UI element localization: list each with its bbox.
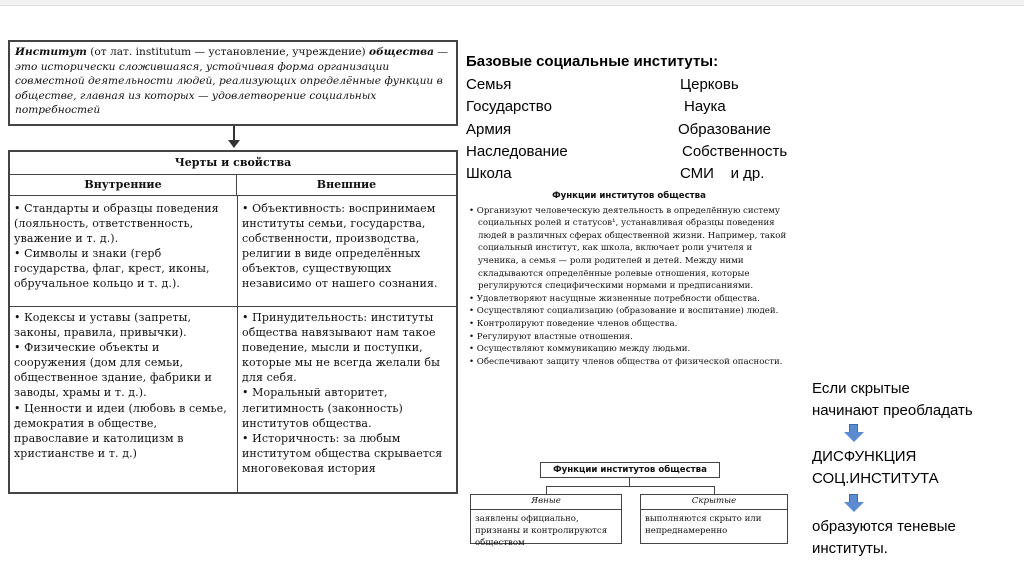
- definition-term-2: общества: [369, 46, 434, 58]
- functions-diagram: [468, 458, 790, 550]
- features-table-title: Черты и свойства: [10, 152, 456, 175]
- col-internal-header: Внутренние: [10, 174, 237, 196]
- list-item: • Кодексы и уставы (запреты, законы, правила, привычки).: [14, 311, 192, 340]
- note-shadow-institutions: [812, 516, 956, 560]
- diagram-line: [546, 486, 547, 494]
- col-external-header: Внешние: [237, 174, 456, 196]
- table-divider-vertical: [237, 196, 238, 492]
- features-table: [8, 150, 458, 494]
- institution-item: Образование: [678, 120, 771, 138]
- institutions-column-a: [466, 74, 568, 185]
- institution-item: Государство: [466, 98, 552, 116]
- hidden-functions-box: [640, 494, 788, 544]
- list-item: • Принудительность: институты общества навязывают нам такое поведение, мысли и поступки, которые мы не всегда желали бы для себя.: [242, 311, 440, 385]
- internal-top-cell: [14, 201, 233, 292]
- external-top-cell: [242, 201, 452, 292]
- definition-body: — это исторически сложившаяся, устойчивая форма организации совместной деятельности людей, реализующих определённые функции в обществе, главная из которых — удовлетворение социальных потребностей: [15, 46, 448, 117]
- table-divider-horizontal: [10, 306, 456, 307]
- hidden-text: выполняются скрыто или непреднамеренно: [645, 514, 762, 536]
- list-item: • Контролируют поведение членов общества.: [469, 318, 678, 329]
- external-bottom-cell: [242, 310, 452, 476]
- list-item: • Осуществляют коммуникацию между людьми.: [469, 344, 691, 355]
- definition-term: Институт: [15, 46, 87, 58]
- note-line: СОЦ.ИНСТИТУТА: [812, 470, 939, 487]
- note-line: образуются теневые: [812, 518, 956, 535]
- institution-item: Школа: [466, 165, 512, 183]
- list-item: • Символы и знаки (герб государства, флаг, крест, иконы, обручальное кольцо и т. д.).: [14, 247, 210, 291]
- institution-item: Наука: [684, 98, 726, 116]
- list-item: • Регулируют властные отношения.: [469, 331, 633, 342]
- note-line: институты.: [812, 540, 888, 557]
- list-item: • Осуществляют социализацию (образование и воспитание) людей.: [469, 306, 779, 317]
- institution-item: Наследование: [466, 142, 568, 160]
- note-line: Если скрытые: [812, 380, 910, 397]
- list-item: • Обеспечивают защиту членов общества от физической опасности.: [469, 356, 783, 367]
- institution-item: СМИ и др.: [680, 165, 765, 183]
- list-item: • Историчность: за любым институтом общества скрывается многовековая история: [242, 431, 443, 475]
- list-item: • Физические объекты и сооружения (дом для семьи, общественное здание, фабрики и заводы, храмы и т. д.).: [14, 341, 212, 400]
- down-arrow-icon: [844, 424, 864, 444]
- explicit-functions-box: [470, 494, 622, 548]
- explicit-text: заявлены официально, признаны и контролируются обществом: [475, 514, 608, 548]
- internal-bottom-cell: [14, 310, 233, 461]
- list-item: • Объективность: воспринимаем институты семьи, государства, собственности, производства, религии в виде определённых объектов, существующих независимо от нашего сознания.: [242, 202, 438, 291]
- down-arrow-icon: [844, 494, 864, 514]
- diagram-title: Функции институтов общества: [540, 462, 720, 478]
- functions-title: Функции институтов общества: [552, 191, 706, 201]
- list-item: • Ценности и идеи (любовь в семье, демократия в обществе, православие и католицизм в христианстве и т. д.): [14, 401, 227, 460]
- list-item: • Стандарты и образцы поведения (лояльность, ответственность, уважение и т. д.).: [14, 202, 219, 246]
- note-line: ДИСФУНКЦИЯ: [812, 448, 917, 465]
- institution-item: Семья: [466, 76, 512, 93]
- list-item: • Организуют человеческую деятельность в определённую систему социальных ролей и статусов¹, устанавливая образцы поведения людей в различных сферах общественной жизни. Например, такой социальный институт, как школа, включает роли учителя и ученика, а семья — роли родителей и детей. Между ними складываются определённые ролевые отношения, которые регулируются специфическими нормами и предписаниями.: [469, 205, 787, 292]
- definition-etymology: (от лат. institutum — установление, учреждение): [86, 46, 370, 58]
- diagram-line: [546, 486, 714, 487]
- diagram-line: [714, 486, 715, 494]
- connector-arrow: [228, 140, 240, 148]
- hidden-label: Скрытые: [641, 495, 787, 510]
- institution-item: Церковь: [680, 76, 739, 93]
- explicit-label: Явные: [471, 495, 621, 510]
- institution-item: Армия: [466, 120, 512, 138]
- institutions-column-b: [674, 74, 787, 185]
- top-rule: [0, 0, 1024, 6]
- institution-item: Собственность: [682, 142, 788, 160]
- note-dysfunction: [812, 446, 939, 490]
- note-line: начинают преобладать: [812, 402, 973, 419]
- functions-block: [468, 190, 790, 368]
- note-hidden-prevail: [812, 378, 973, 422]
- list-item: • Моральный авторитет, легитимность (законность) институтов общества.: [242, 386, 403, 430]
- diagram-line: [629, 478, 630, 486]
- list-item: • Удовлетворяют насущные жизненные потребности общества.: [469, 293, 760, 304]
- definition-box: [8, 40, 458, 126]
- slide-title: Базовые социальные институты:: [466, 53, 719, 70]
